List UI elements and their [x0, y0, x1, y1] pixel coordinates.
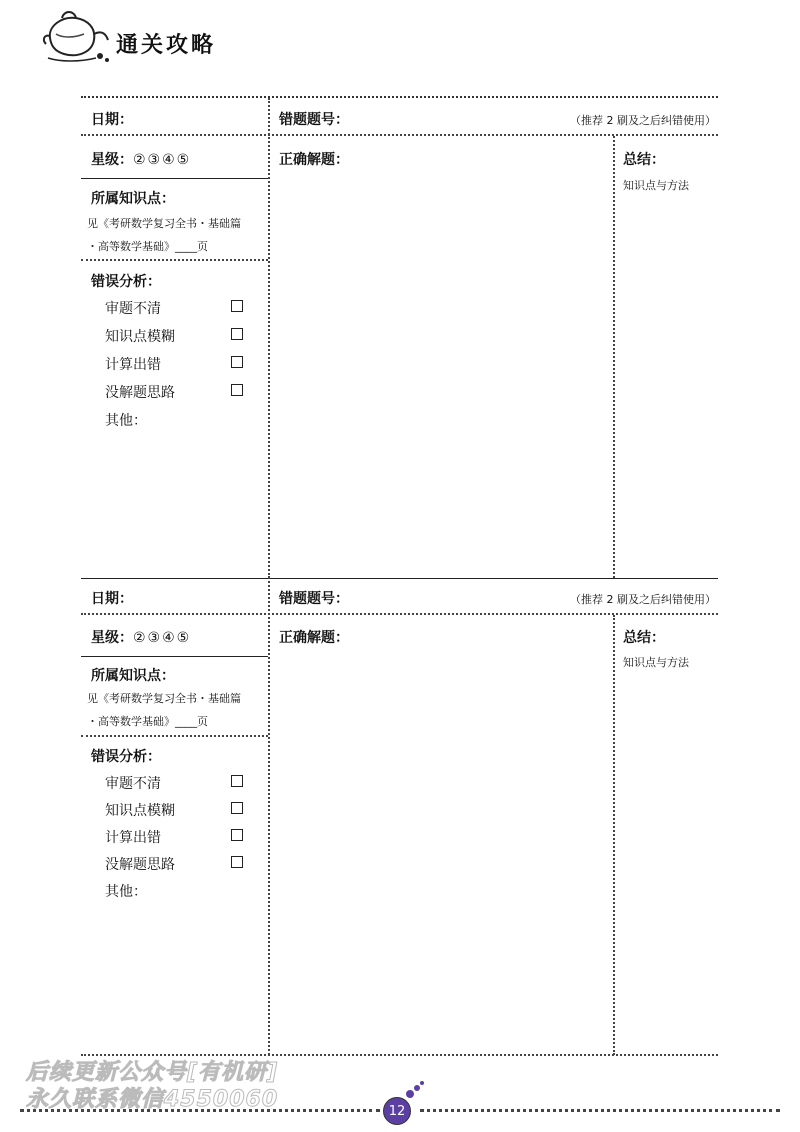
- bubbles-icon: [404, 1080, 426, 1100]
- column-divider-right: [613, 615, 615, 1055]
- stars-label-text: 星级：: [91, 630, 133, 646]
- stars-values: ②③④⑤: [133, 630, 192, 646]
- stars-underline: [81, 656, 268, 657]
- date-label: 日期：: [91, 112, 133, 128]
- summary-label: 总结：: [623, 152, 665, 168]
- error-item-label: 知识点模糊: [105, 329, 175, 345]
- error-item-label: 计算出错: [105, 830, 161, 846]
- correct-solution-label: 正确解题：: [279, 152, 349, 168]
- watermark-line-1: 后续更新公众号[有机研]: [26, 1060, 279, 1085]
- error-item-label: 计算出错: [105, 357, 161, 373]
- checkbox[interactable]: [231, 802, 243, 814]
- recommend-note: （推荐 2 刷及之后纠错使用）: [570, 114, 716, 127]
- header-title: 通关攻略: [116, 32, 217, 58]
- date-label: 日期：: [91, 591, 133, 607]
- knowledge-ref-line2: ・高等数学基础》____页: [87, 715, 208, 728]
- knowledge-divider: [81, 259, 268, 261]
- summary-note: 知识点与方法: [623, 656, 689, 669]
- other-label: 其他：: [105, 413, 147, 429]
- checkbox[interactable]: [231, 775, 243, 787]
- stars-label: [91, 627, 191, 647]
- checkbox[interactable]: [231, 829, 243, 841]
- error-item-calculation: [105, 827, 245, 847]
- stars-values: ②③④⑤: [133, 152, 192, 168]
- problem-number-label: 错题题号：: [279, 112, 349, 128]
- knowledge-divider: [81, 735, 268, 737]
- error-item-label: 审题不清: [105, 776, 161, 792]
- error-item-misread: [105, 773, 245, 793]
- error-item-label: 审题不清: [105, 301, 161, 317]
- error-item-label: 知识点模糊: [105, 803, 175, 819]
- checkbox[interactable]: [231, 300, 243, 312]
- error-item-label: 没解题思路: [105, 385, 175, 401]
- error-item-concept: [105, 326, 245, 346]
- knowledge-ref-line2: ・高等数学基础》____页: [87, 240, 208, 253]
- error-item-no-idea: [105, 382, 245, 402]
- summary-label: 总结：: [623, 630, 665, 646]
- problem-number-label: 错题题号：: [279, 591, 349, 607]
- error-item-calculation: [105, 354, 245, 374]
- checkbox[interactable]: [231, 356, 243, 368]
- stars-label: [91, 149, 191, 169]
- error-item-concept: [105, 800, 245, 820]
- knowledge-ref-line1: 见《考研数学复习全书・基础篇: [87, 692, 241, 705]
- page-header: [40, 8, 280, 68]
- stars-underline: [81, 178, 268, 179]
- knowledge-ref-line1: 见《考研数学复习全书・基础篇: [87, 217, 241, 230]
- watermark-line-2: 永久联系微信4550060: [26, 1087, 279, 1112]
- checkbox[interactable]: [231, 384, 243, 396]
- checkbox[interactable]: [231, 328, 243, 340]
- error-analysis-label: 错误分析：: [91, 274, 161, 290]
- stars-label-text: 星级：: [91, 152, 133, 168]
- error-item-label: 没解题思路: [105, 857, 175, 873]
- knowledge-label: 所属知识点：: [91, 668, 175, 684]
- error-card-1: [81, 96, 718, 576]
- other-label: 其他：: [105, 884, 147, 900]
- correct-solution-label: 正确解题：: [279, 630, 349, 646]
- knowledge-label: 所属知识点：: [91, 191, 175, 207]
- footer-dots-left: [20, 1109, 380, 1112]
- error-card-2: [81, 577, 718, 1055]
- column-divider-right: [613, 136, 615, 578]
- checkbox[interactable]: [231, 856, 243, 868]
- summary-note: 知识点与方法: [623, 179, 689, 192]
- error-analysis-label: 错误分析：: [91, 749, 161, 765]
- page-number: 12: [383, 1097, 411, 1125]
- recommend-note: （推荐 2 刷及之后纠错使用）: [570, 593, 716, 606]
- column-divider-left: [268, 577, 270, 1055]
- teapot-logo-icon: [40, 8, 112, 66]
- error-item-no-idea: [105, 854, 245, 874]
- column-divider-left: [268, 98, 270, 578]
- error-item-misread: [105, 298, 245, 318]
- footer-dots-right: [420, 1109, 780, 1112]
